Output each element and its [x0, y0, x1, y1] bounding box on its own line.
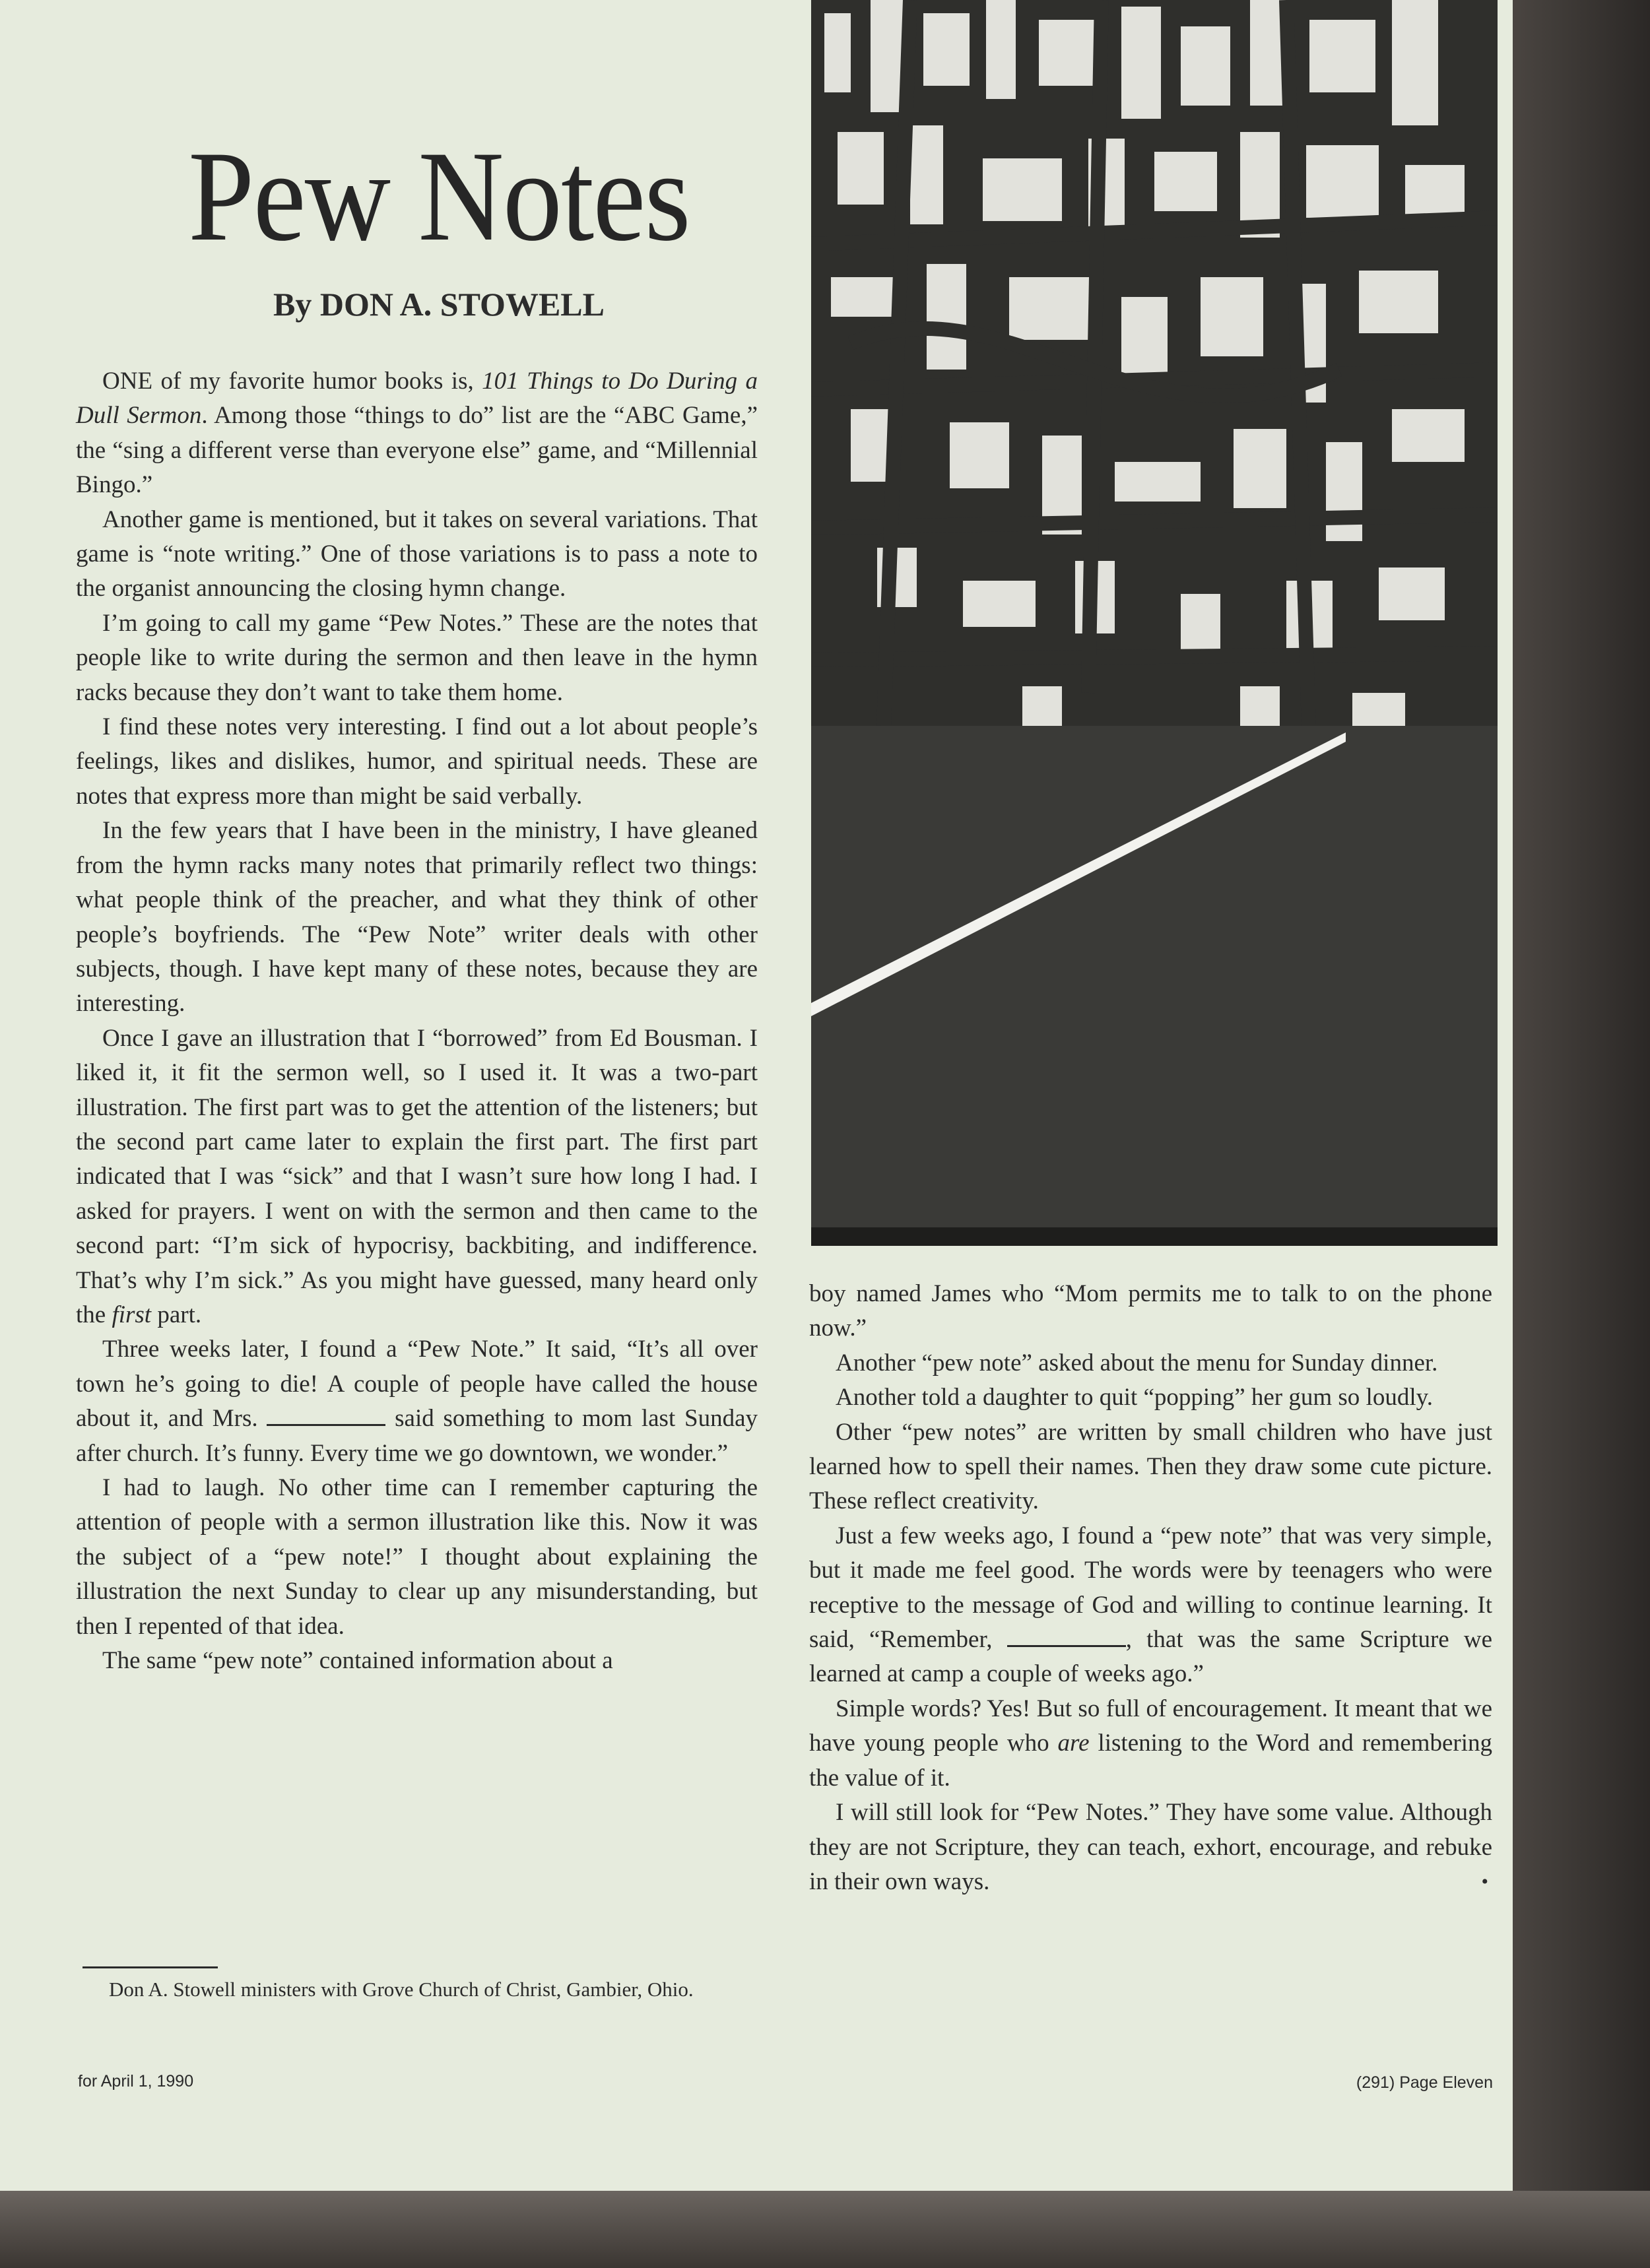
- paragraph: I will still look for “Pew Notes.” They have some value. Although they are not Scripture, they can teach, exhort, encourage, and rebuke in their own ways. •: [809, 1796, 1492, 1899]
- paragraph: Three weeks later, I found a “Pew Note.” It said, “It’s all over town he’s going to die! A couple of people have called the house about it, and Mrs. said something to mom last Sunday after church. It’s funny. Every time we go downtown, we wonder.”: [76, 1336, 758, 1467]
- stained-glass-photo: [811, 0, 1498, 1246]
- paragraph: boy named James who “Mom permits me to talk to on the phone now.”: [809, 1280, 1492, 1342]
- page-edge-background: [1513, 0, 1650, 2268]
- paragraph: Another “pew note” asked about the menu for Sunday dinner.: [836, 1349, 1438, 1377]
- footnote-divider: [82, 1966, 218, 1968]
- blank-line: [1007, 1625, 1126, 1647]
- paragraph: Another game is mentioned, but it takes on several variations. That game is “note writing.” One of those variations is to pass a note to the organist announcing the closing hymn change.: [76, 505, 758, 602]
- paragraph: Just a few weeks ago, I found a “pew note” that was very simple, but it made me feel good. The words were by teenagers who were receptive to the message of God and willing to continue learning. It said, “Remember, , that was the same Scripture we learned at camp a couple of weeks ago.”: [809, 1522, 1492, 1688]
- paragraph: Simple words? Yes! But so full of encouragement. It meant that we have young people who are listening to the Word and remembering the value of it.: [809, 1695, 1492, 1792]
- paragraph: I had to laugh. No other time can I remember capturing the attention of people with a sermon illustration like this. Now it was the subject of a “pew note!” I thought about explaining the illustration the next Sunday to clear up any misunderstanding, but then I repented of that idea.: [76, 1474, 758, 1640]
- paragraph: I’m going to call my game “Pew Notes.” These are the notes that people like to write during the sermon and then leave in the hymn racks because they don’t want to take them home.: [76, 609, 758, 706]
- paragraph: Other “pew notes” are written by small children who have just learned how to spell their names. Then they draw some cute picture. These reflect creativity.: [809, 1418, 1492, 1515]
- article-byline: By DON A. STOWELL: [273, 286, 605, 323]
- article-title: Pew Notes: [188, 125, 690, 268]
- blank-line: [267, 1404, 385, 1426]
- paragraph: In the few years that I have been in the ministry, I have gleaned from the hymn racks many notes that primarily reflect two things: what people think of the preacher, and what they think of other people’s boyfriends. The “Pew Note” writer deals with other subjects, though. I have kept many of these notes, because they are interesting.: [76, 817, 758, 1018]
- paragraph: Once I gave an illustration that I “borrowed” from Ed Bousman. I liked it, it fit the sermon well, so I used it. It was a two-part illustration. The first part was to get the attention of the listeners; but the second part came later to explain the first part. The first part indicated that I was “sick” and that I wasn’t sure how long I had. I asked for prayers. I went on with the sermon and then came to the second part: “I’m sick of hypocrisy, backbiting, and indifference. That’s why I’m sick.” As you might have guessed, many heard only the first part.: [76, 1024, 758, 1328]
- background-surface: [0, 2191, 1650, 2268]
- left-column: [76, 364, 758, 1678]
- end-of-article-mark: •: [1481, 1870, 1488, 1893]
- paragraph: ONE of my favorite humor books is, 101 Things to Do During a Dull Sermon. Among those “things to do” list are the “ABC Game,” the “sing a different verse than everyone else” game, and “Millennial Bingo.”: [76, 368, 758, 499]
- book-title: 101 Things to Do During a Dull Sermon: [76, 368, 758, 430]
- issue-date: for April 1, 1990: [78, 2072, 194, 2090]
- paragraph: Another told a daughter to quit “popping” her gum so loudly.: [836, 1384, 1433, 1411]
- right-column: [809, 1277, 1492, 1899]
- page-number: (291) Page Eleven: [1356, 2073, 1493, 2092]
- paragraph: The same “pew note” contained information about a: [102, 1647, 613, 1675]
- author-footnote: Don A. Stowell ministers with Grove Church of Christ, Gambier, Ohio.: [109, 1978, 694, 2001]
- paragraph: I find these notes very interesting. I find out a lot about people’s feelings, likes and dislikes, humor, and spiritual needs. These are notes that express more than might be said verbally.: [76, 713, 758, 810]
